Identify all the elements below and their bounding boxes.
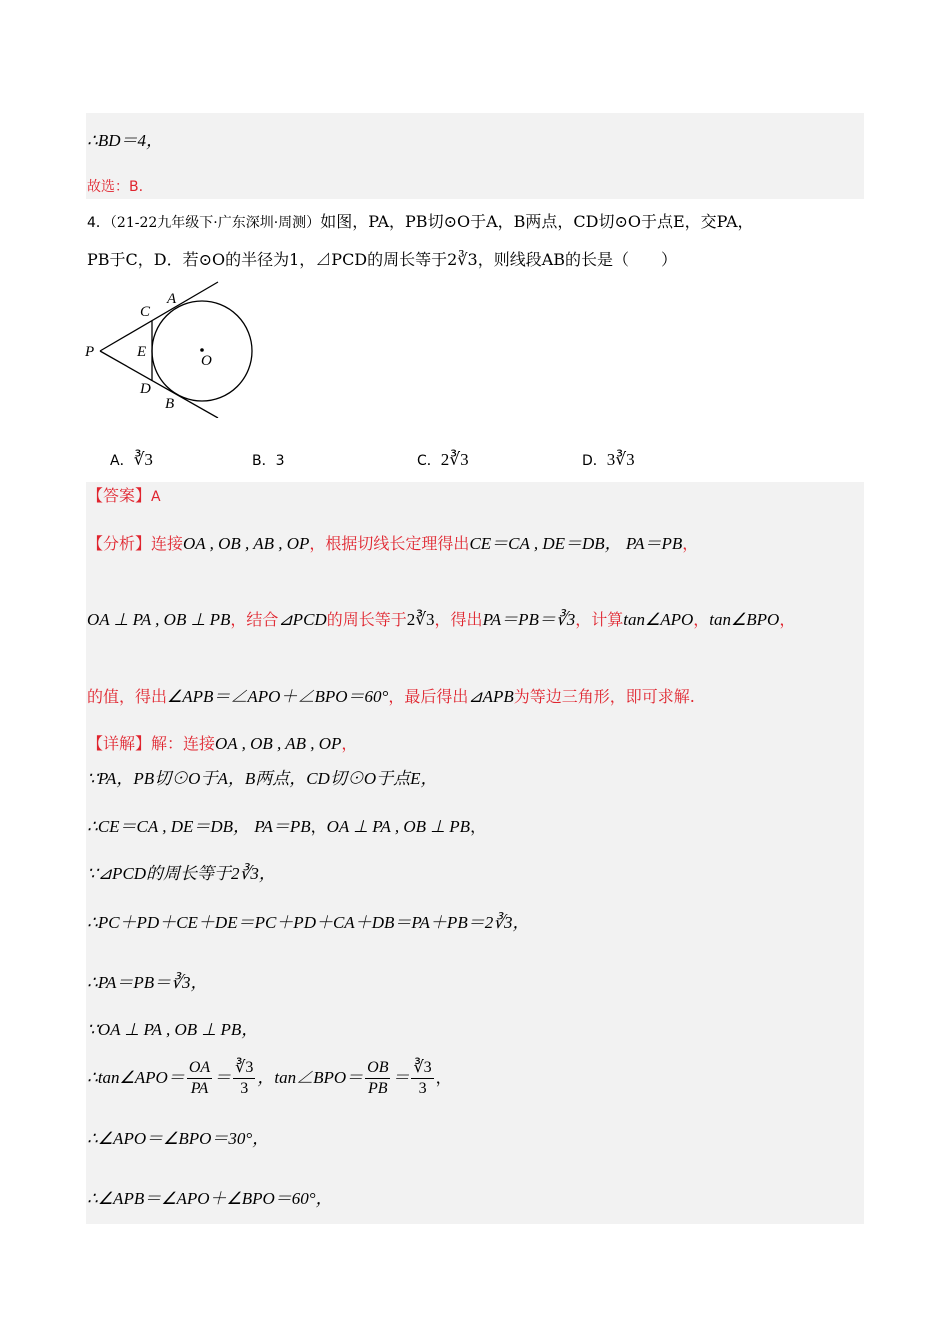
prev-choice-line: 故选：B.	[87, 179, 144, 195]
analysis-line-3: 的值，得出∠APB＝∠APO＋∠BPO＝60°，最后得出⊿APB为等边三角形，即可求解.	[87, 687, 695, 706]
fraction-oa-pa: $\frac{OA}{PA}$	[188, 1059, 211, 1097]
tangent-pa	[100, 282, 218, 351]
fraction-ob-pb: $\frac{OB}{PB}$	[367, 1059, 389, 1097]
answer-tag: 【答案】	[87, 486, 152, 505]
label-p: P	[85, 344, 95, 360]
detail-step-6: ∵OA ⊥ PA , OB ⊥ PB，	[87, 1020, 259, 1039]
detail-step-4: ∴PC＋PD＋CE＋DE＝PC＋PD＋CA＋DB＝PA＋PB＝2∛3，	[87, 913, 530, 932]
detail-step-9: ∴∠APB＝∠APO＋∠BPO＝60°，	[87, 1189, 333, 1208]
fraction-root3-3-b: $\frac{∛3}{3}$	[413, 1059, 432, 1097]
label-o: O	[201, 353, 212, 369]
label-b: B	[165, 396, 175, 412]
question-text-1: 如图，PA，PB切⊙O于A，B两点，CD切⊙O于点E，交PA，	[320, 212, 754, 231]
detail-step-1: ∵PA，PB切⊙O于A，B两点，CD切⊙O于点E，	[87, 769, 438, 788]
label-d: D	[140, 381, 151, 397]
detail-intro-line: 【详解】解：连接OA , OB , AB , OP，	[87, 734, 358, 753]
option-b[interactable]: B．3	[252, 453, 285, 469]
solution-block	[86, 482, 864, 1224]
previous-solution-block	[86, 113, 864, 199]
detail-step-2: ∴CE＝CA , DE＝DB， PA＝PB，OA ⊥ PA , OB ⊥ PB，	[87, 817, 487, 836]
answer-line	[87, 485, 161, 508]
detail-step-3: ∵⊿PCD的周长等于2∛3，	[87, 864, 276, 883]
center-dot	[200, 348, 204, 352]
detail-step-8: ∴∠APO＝∠BPO＝30°，	[87, 1129, 270, 1148]
analysis-line-2: OA ⊥ PA , OB ⊥ PB，结合⊿PCD的周长等于2∛3，得出PA＝PB＝∛3，计算tan∠APO，tan∠BPO，	[87, 610, 796, 629]
label-c: C	[140, 304, 151, 320]
fraction-root3-3-a: $\frac{∛3}{3}$	[235, 1059, 254, 1097]
label-a: A	[167, 291, 177, 307]
prev-conclusion-line: ∴BD＝4，	[87, 131, 163, 150]
geometry-figure	[80, 278, 270, 418]
option-d[interactable]: D．3∛3	[582, 450, 635, 469]
answer-value: A	[151, 489, 161, 505]
detail-step-7: ∴tan∠APO＝ $\frac{OA}{PA}$ ＝ $\frac{∛3}{3}$ ，tan∠BPO＝ $\frac{OB}{PB}$ ＝ $\frac{∛3}{3}$ ，	[87, 1059, 452, 1097]
detail-tag: 【详解】	[87, 734, 152, 753]
question-source: （21-22九年级下·广东深圳·周测）	[109, 215, 321, 231]
question-number: 4．	[87, 215, 110, 231]
detail-step-5: ∴PA＝PB＝∛3，	[87, 973, 208, 992]
analysis-line-1: 【分析】连接OA , OB , AB , OP，根据切线长定理得出CE＝CA , DE＝DB， PA＝PB，	[87, 534, 699, 553]
option-c[interactable]: C．2∛3	[417, 450, 469, 469]
question-line-2	[87, 249, 677, 271]
question-line-1	[87, 211, 754, 234]
analysis-tag: 【分析】	[87, 534, 152, 553]
option-a[interactable]: A．∛3	[110, 450, 153, 469]
label-e: E	[137, 344, 147, 360]
question-text-2: PB于C，D．若⊙O的半径为1，⊿PCD的周长等于2∛3，则线段AB的长是（ ）	[87, 250, 678, 269]
